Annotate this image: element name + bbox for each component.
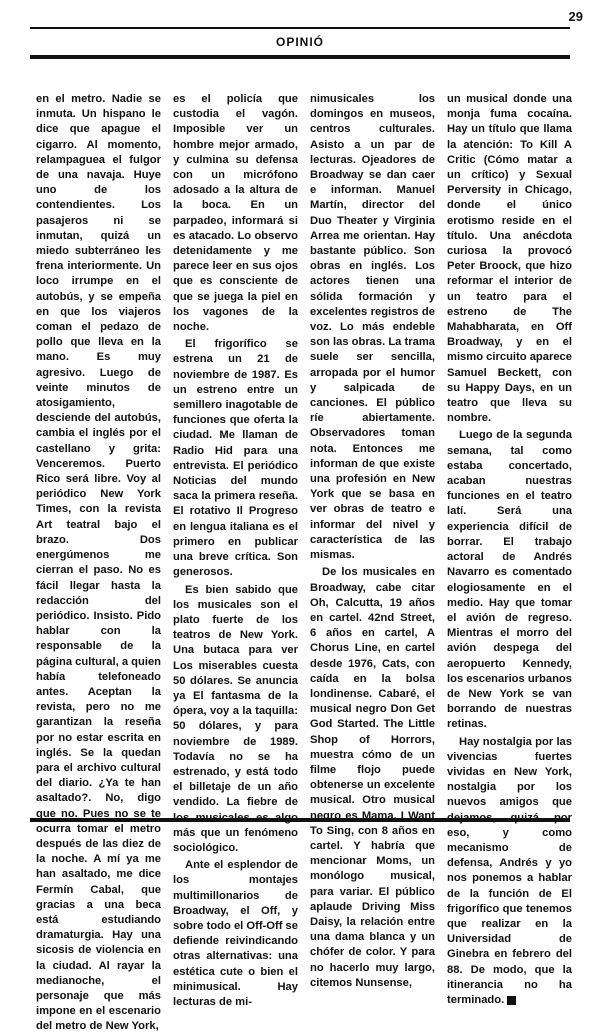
paragraph: nimusicales los domingos en museos, centros culturales. Asisto a un par de lecturas. Ojeadores de Broadway se dan caer e informan. Manuel Martín, director del Duo Theater y Virginia Arrea me orientan. Hay bastante público. Son obras en inglés. Los actores tienen una sólida formación y excelentes registros de voz. Lo más endeble son las obras. La trama suele ser sencilla, arropada por el humor y salpicada de canciones. El público ríe abiertamente. Observadores toman nota. Entonces me informan de que existe una profesión en New York que se basa en ver obras de teatro e informar del nivel y característica de las mismas. — [310, 93, 435, 562]
column-3 — [310, 92, 435, 989]
section-title: OPINIÓ — [275, 35, 324, 49]
paragraph: en el metro. Nadie se inmuta. Un hispano le dice que apague el cigarro. Al momento, relampaguea el fulgor de una navaja. Huye uno de los contendientes. Los pasajeros ni se inmutan, quizá un miedo subterráneo les frena interiormente. Un loco irrumpe en el autobús, y se empeña en que los viajeros coman el pedazo de pollo que lleva en la mano. Es muy agresivo. Luego de veinte minutos de atosigamiento, desciende del autobús, cambia el inglés por el castellano y grita: Venceremos. Puerto Rico será libre. Voy al periódico New York Times, con la revista Art teatral bajo el brazo. Dos energúmenos me cierran el paso. No es fácil llegar hasta la redacción del periódico. Insisto. Pido hablar con la responsable de la página cultural, a quien había telefoneado antes. Aceptan la revista, pero no me garantizan la reseña por no estar escrita en inglés. Se la quedan para el archivo cultural del diario. ¿Ya te han asaltado?. No, digo que no. Pues no se te ocurra tomar el metro después de las diez de la noche. A mí ya me han asaltado, me dice Fermín Cabal, que gracias a una beca está estudiando dramaturgia. Hay una sicosis de violencia en la ciudad. Al rayar la medianoche, el personaje que más impone en el escenario del metro de New York, — [36, 93, 161, 1033]
column-4 — [447, 92, 572, 1006]
paragraph: De los musicales en Broadway, cabe citar Oh, Calcutta, 19 años en cartel. 42nd Street, 6 años en cartel, A Chorus Line, en cartel desde 1976, Cats, con caída en la bolsa londinense. Cabaré, el musical negro Don Get God Started. The Little Shop of Horrors, muestra cómo de un filme flojo puede obtenerse un excelente musical. Otro musical negro es Mama, I Want To Sing, con 8 años en cartel. Y habría que mencionar Moms, un monólogo musical, para variar. El público aplaude Driving Miss Daisy, la relación entre una dama blanca y un chófer de color. Y para no hacerlo muy largo, citemos Nunsense, — [310, 566, 435, 989]
top-rule — [30, 27, 570, 29]
column-1 — [36, 92, 161, 1033]
paragraph: es el policía que custodia el vagón. Imposible ver un hombre mejor armado, y culmina su defensa con un micrófono adosado a la altura de la boca. En un parpadeo, informará si es atacado. Lo observo detenidamente y me parece leer en sus ojos que es consciente de que se juega la piel en los vagones de la noche. — [173, 93, 298, 334]
paragraph — [447, 735, 572, 1009]
paragraph: Es bien sabido que los musicales son el plato fuerte de los teatros de New York. Una butaca para ver Los miserables cuesta 50 dólares. Se anuncia ya El fantasma de la ópera, voy a la taquilla: 50 dólares, y para noviembre de 1989. Todavía no se ha estrenado, y está todo el billetaje de un año vendido. La fiebre de los musicales es algo más que un fenómeno sociológico. — [173, 583, 298, 854]
paragraph: Luego de la segunda semana, tal como estaba concertado, acaban nuestras funciones en el teatro latí. Será una experiencia difícil de borrar. El trabajo actoral de Andrés Navarro es comentado elogiosamente en el medio. Hay que tomar el avión de regreso. Mientras el morro del avión despega del aeropuerto Kennedy, los escenarios urbanos de New York se van borrando de nuestras retinas. — [447, 429, 572, 731]
paragraph: un musical donde una monja fuma cocaína. Hay un título que llama la atención: To Kill A Critic (Cómo matar a un crítico) y Sexual Perversity in Chicago, donde el único erotismo reside en el título. Una anécdota curiosa la provocó Peter Broock, que hizo reformar el interior de un teatro para el estreno de The Mahabharata, en Off Broadway, y en el mismo circuito aparece Samuel Beckett, con su Happy Days, en un teatro que lleva su nombre. — [447, 93, 572, 425]
header-bar — [30, 55, 570, 59]
column-2 — [173, 92, 298, 1008]
paragraph-text: Hay nostalgia por las vivencias fuertes vividas en New York, nostalgia por los nuevos amigos que dejamos, quizá por eso, y como mecanismo de defensa, Andrés y yo nos ponemos a hablar de la función de El frigorífico que tenemos que realizar en la Universidad de Ginebra en febrero del 88. De modo, que la itinerancia no ha terminado. — [447, 735, 572, 1006]
page-number: 29 — [568, 9, 583, 24]
article-body — [36, 92, 572, 1033]
paragraph: Ante el esplendor de los montajes multimillonarios de Broadway, el Off, y sobre todo el Off-Off se defiende reivindicando otras alternativas: una estética cute o bien el minimusical. Hay lecturas de mi- — [173, 859, 298, 1008]
paragraph: El frigorífico se estrena un 21 de noviembre de 1987. Es un estreno entre un semillero inagotable de funciones que oferta la ciudad. Me llaman de Radio Hid para una entrevista. El periódico Noticias del mundo saca la primera reseña. El rotativo Il Progreso en lengua italiana es el primero en publicar una breve crítica. Son generosos. — [173, 338, 298, 579]
end-mark-icon — [507, 996, 516, 1005]
footer-bar — [30, 818, 570, 822]
